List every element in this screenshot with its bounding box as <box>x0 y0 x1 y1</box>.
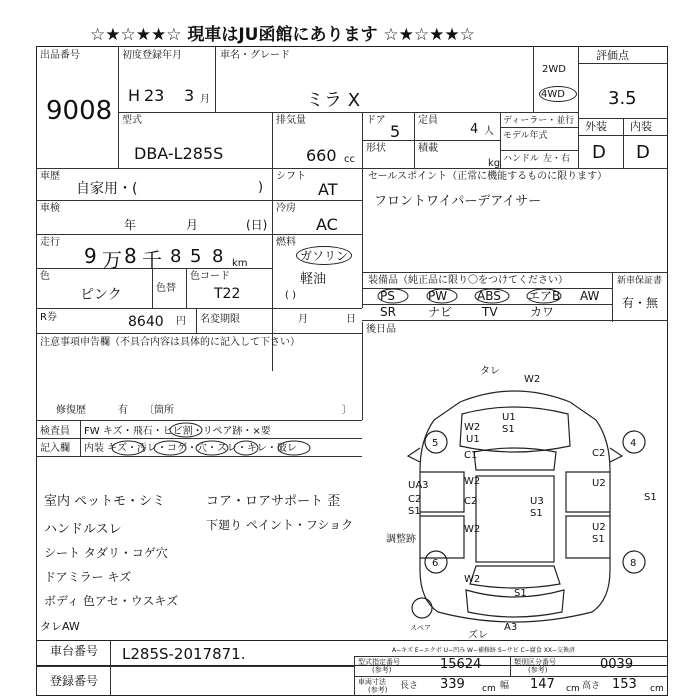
mark-c2-l: C2 <box>408 494 422 505</box>
sales-point-label: セールスポイント（正常に機能するものに限ります） <box>368 171 608 182</box>
note-5: ボディ 色アセ・ウスキズ <box>44 594 179 608</box>
int-grade: D <box>636 142 650 163</box>
mark-u3: U3 <box>530 496 544 507</box>
spare-label: スペア <box>410 624 431 632</box>
class-no-label: 類別区分番号 <box>514 658 556 666</box>
mark-s1-roof: S1 <box>530 508 543 519</box>
inspector-line2: 内装 キズ・汚レ・コゲ・穴・スレ・キレ・破レ <box>84 443 297 454</box>
fuel-gasoline: ガソリン <box>296 246 352 265</box>
warranty-value: 有・無 <box>622 296 659 310</box>
mileage-unit: km <box>232 258 248 269</box>
repair-part: 〔箇所 <box>144 405 174 416</box>
type-label: 型式 <box>122 115 142 126</box>
equip-ps: PS <box>380 289 395 303</box>
fuel-other: ( ) <box>285 290 296 301</box>
handle-label: ハンドル <box>503 154 540 164</box>
warranty-label: 新車保証書 <box>617 276 663 286</box>
dims-len-label: 長さ <box>400 681 419 691</box>
mark-u1-a: U1 <box>502 412 516 423</box>
color-code: T22 <box>214 286 241 302</box>
inspection-label: 車検 <box>40 203 60 214</box>
handle-value: 左・右 <box>543 154 571 164</box>
reg-era: H <box>128 86 141 105</box>
mileage-u2: 千 <box>142 248 162 272</box>
dims-len: 339 <box>440 677 465 692</box>
mark-u1-l: U1 <box>466 434 480 445</box>
dims-label: 車両寸法 <box>358 678 386 686</box>
grade-label: 評価点 <box>596 49 629 62</box>
equip-tv: TV <box>482 305 498 319</box>
car-damage-diagram <box>364 360 668 650</box>
mark-zure: ズレ <box>468 630 488 641</box>
mark-adjust: 調整跡 <box>386 534 416 545</box>
mark-c2-r: C2 <box>592 448 606 459</box>
wheel-5: 5 <box>432 438 439 449</box>
wheel-8: 8 <box>630 558 637 569</box>
history-close: ) <box>258 180 264 195</box>
mileage-d1: 9 <box>84 244 97 268</box>
color-code-label: 色コード <box>190 271 230 282</box>
fuel-label: 燃料 <box>276 237 296 248</box>
dims-hgt-label: 高さ <box>582 681 601 691</box>
mileage-d5: 8 <box>212 246 224 267</box>
wheel-6: 6 <box>432 558 439 569</box>
ext-label: 外装 <box>585 120 607 133</box>
grade-value: 3.5 <box>608 88 637 109</box>
model-name: ミラ X <box>306 90 361 111</box>
mark-w2-l: W2 <box>464 422 481 433</box>
mark-s1-r: S1 <box>644 492 657 503</box>
shape-label: 形状 <box>366 143 386 154</box>
reg-label: 初度登録年月 <box>122 50 182 61</box>
shift-value: AT <box>318 180 338 199</box>
equip-pw: PW <box>428 289 448 303</box>
mark-u2-rr: U2 <box>592 522 606 533</box>
mark-a3-rear: A3 <box>504 622 518 633</box>
class-no-value: 0039 <box>600 657 634 672</box>
note-4: ドアミラー キズ <box>44 570 132 584</box>
recycle-unit: 円 <box>176 316 186 327</box>
model-year-label: モデル年式 <box>503 131 548 141</box>
mark-u2-r: U2 <box>592 478 606 489</box>
model-label: 車名・グレード <box>220 50 290 61</box>
repair-close: 〕 <box>342 405 352 416</box>
equip-airbag: エアB <box>528 289 561 303</box>
mark-s1-rear: S1 <box>514 588 527 599</box>
shift-label: シフト <box>276 171 306 182</box>
door-label: ドア <box>366 115 386 126</box>
equip-leather: カワ <box>530 305 555 319</box>
color-change-label: 色替 <box>156 283 176 294</box>
mark-s1-a: S1 <box>502 424 515 435</box>
name-change-day: 日 <box>346 314 356 325</box>
capacity-unit: 人 <box>484 126 494 137</box>
post-seat-label: 後日品 <box>366 324 396 335</box>
recycle-label: R券 <box>40 312 57 323</box>
drive-2wd: 2WD <box>542 64 566 75</box>
load-unit: kg <box>488 158 501 169</box>
reg-month: 3 <box>184 86 195 105</box>
repair-value: 有 <box>118 405 128 416</box>
chassis-label: 車台番号 <box>50 644 99 658</box>
inspection-month: 月 <box>186 218 199 232</box>
door-value: 5 <box>390 122 401 141</box>
dims-wid-label: 幅 <box>500 681 510 691</box>
reg-month-unit: 月 <box>200 94 210 105</box>
note-right-1: コア・ロアサポート 歪 <box>206 494 341 509</box>
mileage-d2: 8 <box>124 244 137 268</box>
int-label: 内装 <box>630 120 652 133</box>
drive-4wd: 4WD <box>541 89 565 100</box>
dims-sub: (参考) <box>368 686 388 694</box>
type-value: DBA-L285S <box>134 144 224 163</box>
color-value: ピンク <box>80 287 122 303</box>
reg-no-label: 登録番号 <box>50 674 99 688</box>
damage-legend: A−キズ E−エクボ U−凹み W−補修跡 S−サビ C−腐食 XX−交換済 <box>392 647 575 654</box>
inspector-circles <box>80 420 370 456</box>
dims-len-unit: cm <box>482 684 496 694</box>
dealer-label: ディーラー・並行 <box>503 116 575 126</box>
inspector-label2: 記入欄 <box>40 443 70 454</box>
mark-ua3: UA3 <box>408 480 429 491</box>
load-label: 積載 <box>418 143 438 154</box>
drive-4wd-circle <box>539 86 577 102</box>
history-label: 車歴 <box>40 171 60 182</box>
class-no-sub: (参考) <box>528 666 548 674</box>
chassis-value: L285S-2017871. <box>122 645 246 663</box>
sales-point-value: フロントワイパーデアイサー <box>374 194 542 209</box>
mileage-d3: 8 <box>170 246 182 267</box>
fuel-diesel: 軽油 <box>300 272 327 287</box>
equip-navi: ナビ <box>428 305 453 319</box>
capacity-value: 4 <box>470 122 479 137</box>
mileage-label: 走行 <box>40 237 60 248</box>
mark-w2-rd: W2 <box>464 476 481 487</box>
dims-hgt-unit: cm <box>650 684 664 694</box>
mark-w2-top: W2 <box>524 374 541 385</box>
equip-aw: AW <box>580 289 600 303</box>
mark-c1: C1 <box>464 450 478 461</box>
mark-w2-rear: W2 <box>464 574 481 585</box>
color-label: 色 <box>40 271 50 282</box>
aircon-label: 冷房 <box>276 203 296 214</box>
type-spec-sub: (参考) <box>372 666 392 674</box>
name-change-month: 月 <box>298 314 308 325</box>
note-2: ハンドルスレ <box>44 522 122 537</box>
displacement-unit: cc <box>344 154 355 165</box>
equip-sr: SR <box>380 305 396 319</box>
mileage-d4: 5 <box>190 246 202 267</box>
repair-label: 修復歴 <box>56 405 86 416</box>
lot-label: 出品番号 <box>40 50 80 61</box>
inspection-day: (日) <box>246 218 268 232</box>
mark-w2-ld: W2 <box>464 524 481 535</box>
dims-wid: 147 <box>530 677 555 692</box>
type-spec-label: 型式指定番号 <box>358 658 400 666</box>
note-1: 室内 ペットモ・シミ <box>44 494 166 509</box>
wheel-4: 4 <box>630 438 637 449</box>
note-3: シート タダリ・コゲ穴 <box>44 546 168 560</box>
note-right-2: 下廻り ペイント・フショク <box>206 518 354 532</box>
equipment-label: 装備品（純正品に限り〇をつけてください） <box>368 275 568 286</box>
mark-tare: タレ <box>480 366 500 377</box>
notes-label: 注意事項申告欄（不具合内容は具体的に記入して下さい） <box>40 337 300 348</box>
type-spec-value: 15624 <box>440 657 482 672</box>
mark-s1-l: S1 <box>408 506 421 517</box>
displacement-label: 排気量 <box>276 115 306 126</box>
name-change-label: 名変期限 <box>200 314 240 325</box>
inspector-label: 検査員 <box>40 426 70 437</box>
equipment-circles <box>362 288 592 305</box>
mark-c2-door: C2 <box>464 496 478 507</box>
lot-number: 9008 <box>46 96 113 126</box>
aircon-value: AC <box>316 215 338 234</box>
note-6: タレAW <box>40 620 80 633</box>
reg-year: 23 <box>144 86 165 105</box>
capacity-label: 定員 <box>418 115 438 126</box>
banner: ☆★☆★★☆ 現車はJU函館にあります ☆★☆★★☆ <box>90 25 475 45</box>
mark-s1-rr: S1 <box>592 534 605 545</box>
mileage-u1: 万 <box>102 248 122 272</box>
ext-grade: D <box>592 142 606 163</box>
inspector-line1: FW キズ・飛石・ヒビ割・リペア跡・×要 <box>84 426 271 437</box>
inspection-year: 年 <box>124 218 137 232</box>
equip-abs: ABS <box>477 289 501 303</box>
displacement-value: 660 <box>306 146 337 165</box>
dims-wid-unit: cm <box>566 684 580 694</box>
dims-hgt: 153 <box>612 677 637 692</box>
recycle-value: 8640 <box>128 314 164 330</box>
history-value: 自家用・( <box>76 181 138 197</box>
